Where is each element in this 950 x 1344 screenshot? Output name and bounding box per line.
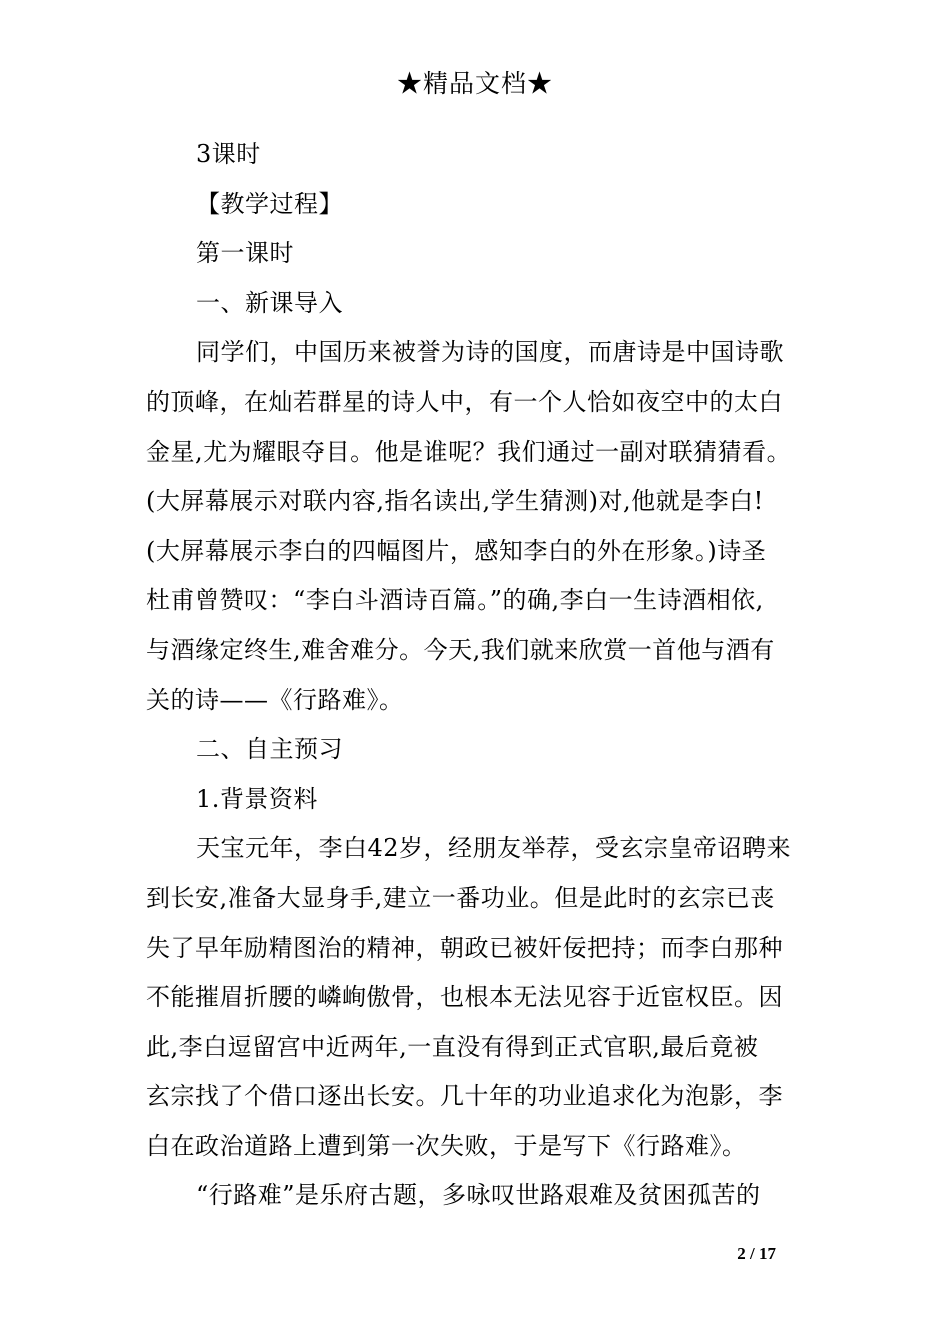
text-line: “行路难”是乐府古题，多咏叹世路艰难及贫困孤苦的 (196, 1181, 761, 1210)
text-line: 3课时 (196, 140, 261, 168)
text-line: 白在政治道路上遭到第一次失败，于是写下《行路难》。 (146, 1131, 747, 1160)
text-line: 到长安,准备大显身手,建立一番功业。但是此时的玄宗已丧 (146, 883, 775, 912)
text-line: 与酒缘定终生,难舍难分。今天,我们就来欣赏一首他与酒有 (146, 635, 775, 664)
document-body (146, 130, 810, 1221)
text-line: 二、自主预习 (196, 735, 343, 764)
text-line: 1.背景资料 (196, 784, 318, 813)
text-line: 天宝元年，李白42岁，经朋友举荐，受玄宗皇帝诏聘来 (196, 834, 792, 863)
text-line: 玄宗找了个借口逐出长安。几十年的功业追求化为泡影，李 (146, 1082, 783, 1111)
text-line: 杜甫曾赞叹：“李白斗酒诗百篇。”的确,李白一生诗酒相依, (146, 586, 764, 615)
page-number: 2 / 17 (737, 1244, 776, 1263)
text-line: 不能摧眉折腰的嶙峋傲骨，也根本无法见容于近宦权臣。因 (146, 983, 783, 1012)
text-line: 此,李白逗留宫中近两年,一直没有得到正式官职,最后竟被 (146, 1032, 759, 1061)
text-line: 的顶峰，在灿若群星的诗人中，有一个人恰如夜空中的太白 (146, 387, 783, 416)
text-line: 【教学过程】 (196, 189, 343, 218)
text-line: 第一课时 (196, 239, 294, 268)
text-line: 一、新课导入 (196, 288, 343, 317)
text-line: 同学们，中国历来被誉为诗的国度，而唐诗是中国诗歌 (196, 338, 784, 367)
text-line: 金星,尤为耀眼夺目。他是谁呢？我们通过一副对联猜猜看。 (146, 437, 792, 466)
text-line: 失了早年励精图治的精神，朝政已被奸佞把持；而李白那种 (146, 933, 783, 962)
text-line: 关的诗——《行路难》。 (146, 685, 404, 714)
text-line: (大屏幕展示李白的四幅图片，感知李白的外在形象。)诗圣 (146, 536, 767, 565)
document-header-title: ★精品文档★ (396, 69, 553, 98)
text-line: (大屏幕展示对联内容,指名读出,学生猜测)对,他就是李白! (146, 487, 764, 516)
